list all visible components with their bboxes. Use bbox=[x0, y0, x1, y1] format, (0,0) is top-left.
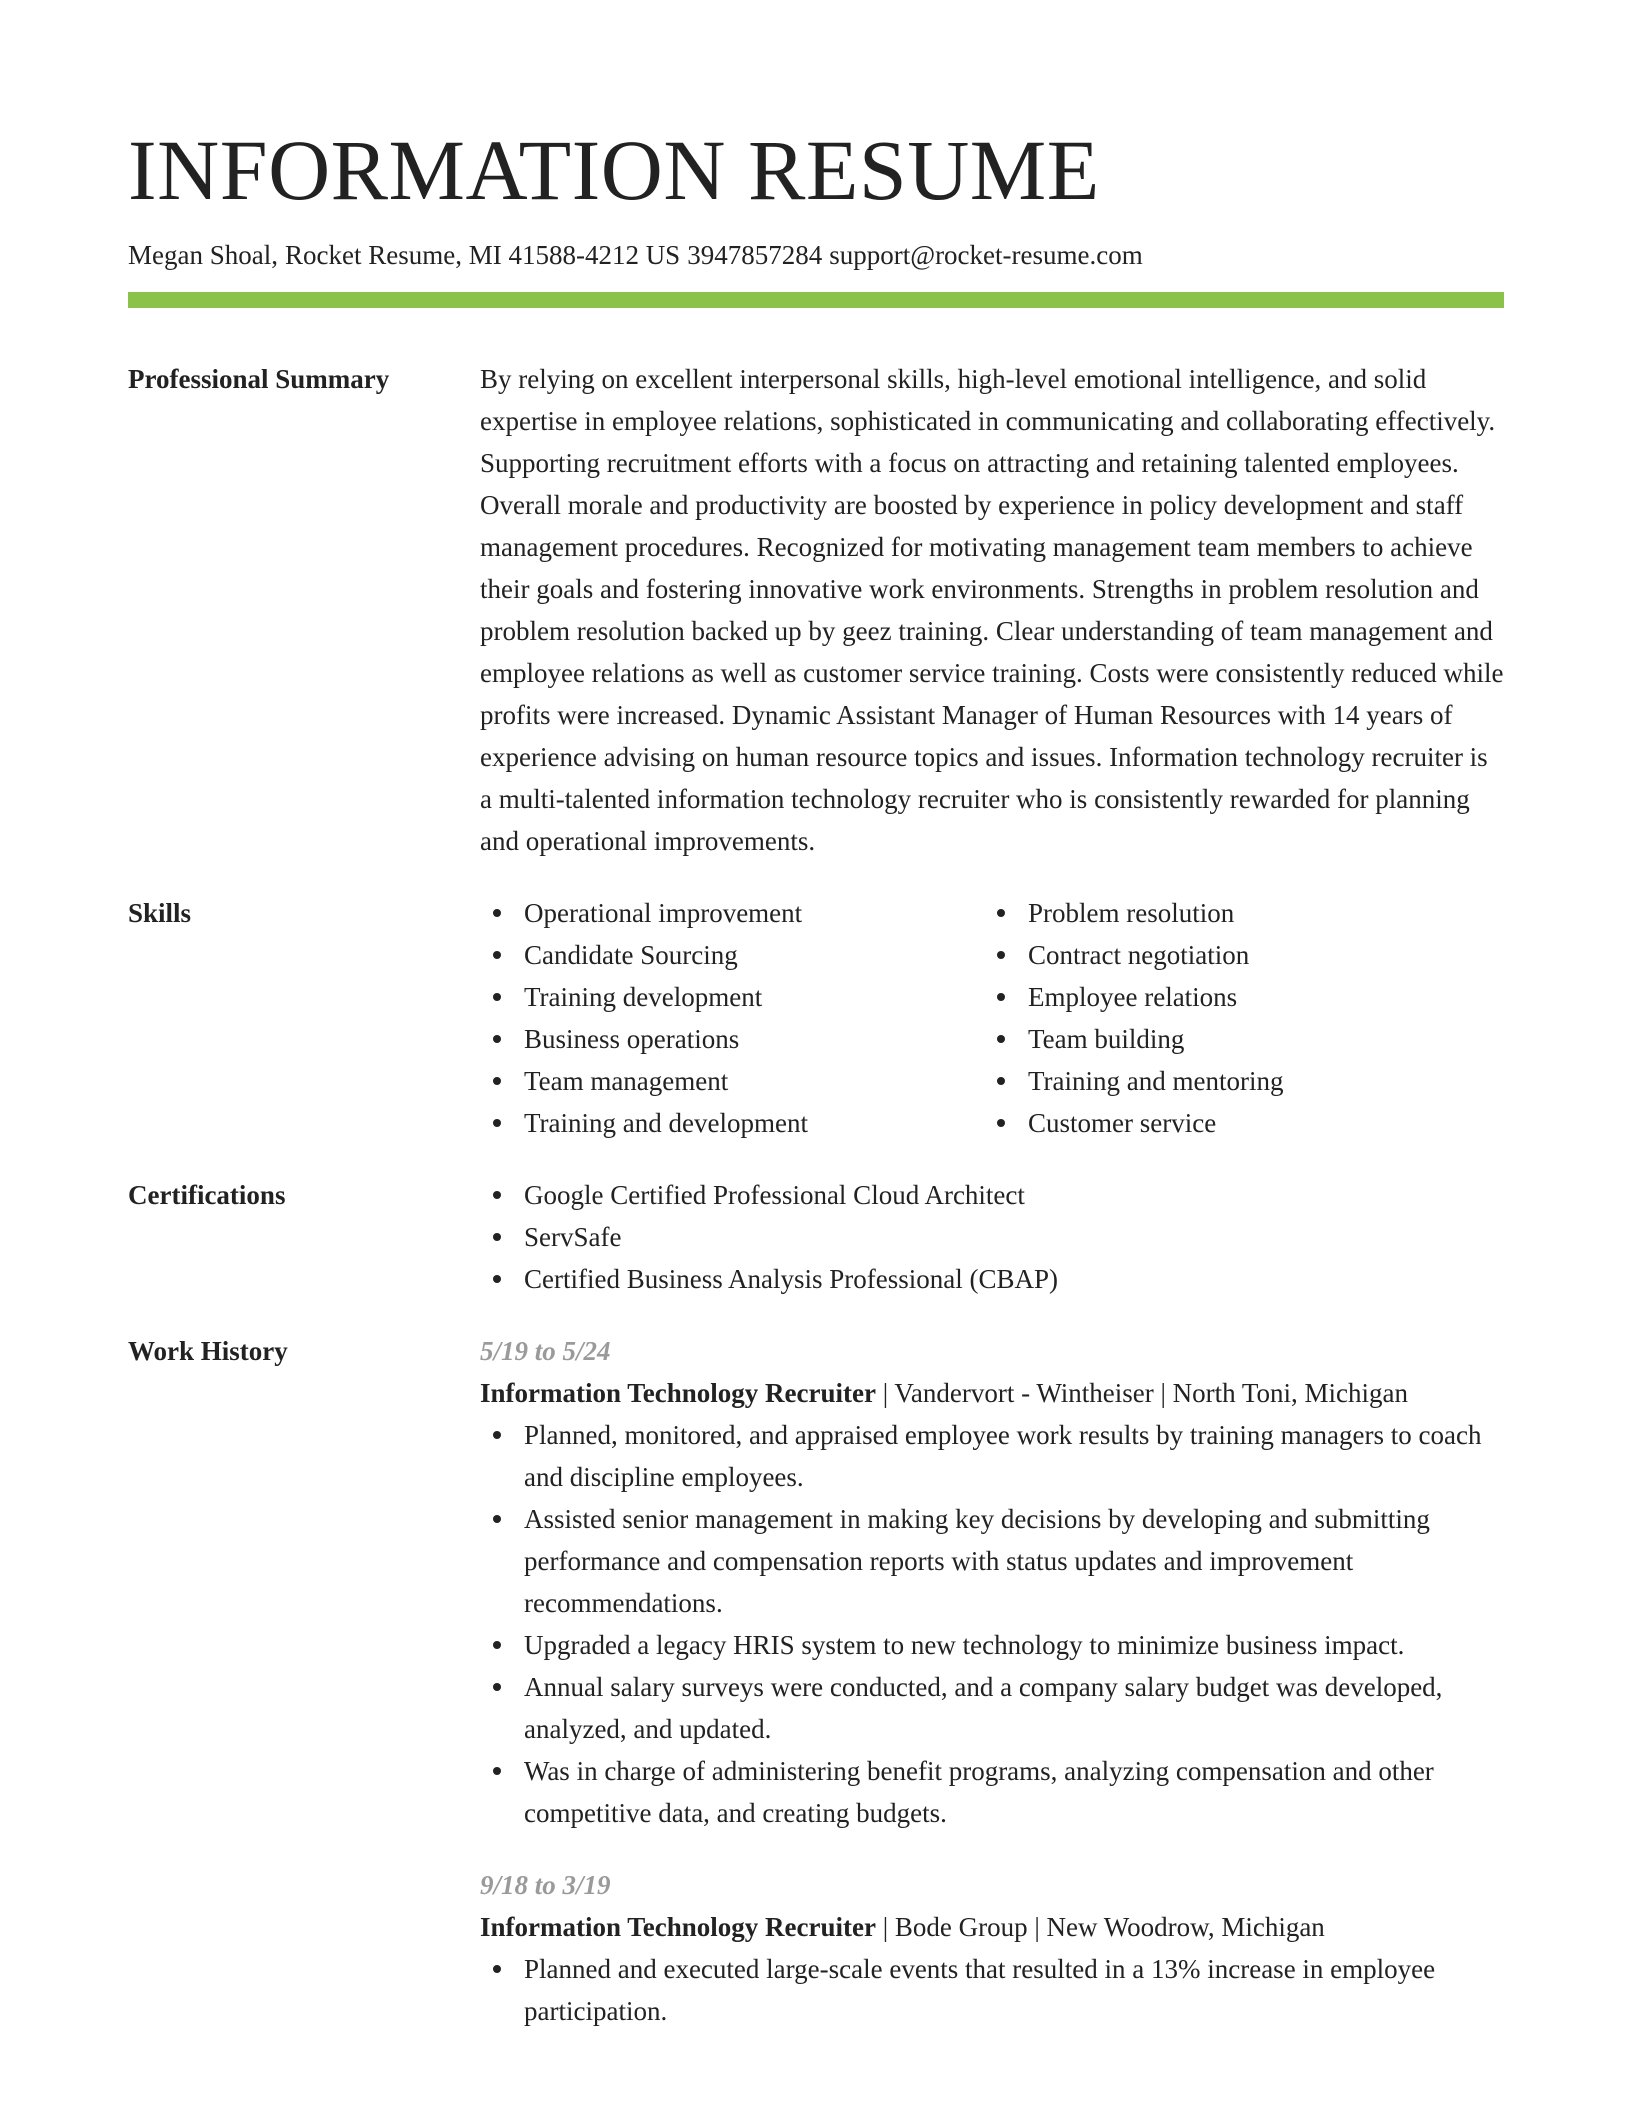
job-heading bbox=[480, 1372, 1504, 1414]
contact-name: Megan Shoal, bbox=[128, 240, 278, 270]
job-bullet: Planned, monitored, and appraised employee work results by training managers to coach and discipline employees. bbox=[480, 1414, 1504, 1498]
job-heading bbox=[480, 1906, 1504, 1948]
summary-text: By relying on excellent interpersonal skills, high-level emotional intelligence, and solid expertise in employee relations, sophisticated in communicating and collaborating effectively. Supporting recruitment efforts with a focus on attracting and retaining talented employees. Overall morale and productivity are boosted by experience in policy development and staff management procedures. Recognized for motivating management team members to achieve their goals and fostering innovative work environments. Strengths in problem resolution and problem resolution backed up by geez training. Clear understanding of team management and employee relations as well as customer service training. Costs were consistently reduced while profits were increased. Dynamic Assistant Manager of Human Resources with 14 years of experience advising on human resource topics and issues. Information technology recruiter is a multi-talented information technology recruiter who is consistently rewarded for planning and operational improvements. bbox=[480, 364, 1504, 856]
skills-label: Skills bbox=[128, 898, 192, 928]
job-bullets bbox=[480, 1948, 1504, 2032]
skill-item: Team management bbox=[480, 1060, 984, 1102]
summary-section bbox=[128, 358, 1504, 862]
skills-grid bbox=[480, 892, 1504, 1144]
job-bullet: Planned and executed large-scale events that resulted in a 13% increase in employee participation. bbox=[480, 1948, 1504, 2032]
job-dates: 9/18 to 3/19 bbox=[480, 1870, 611, 1900]
skill-item: Employee relations bbox=[984, 976, 1488, 1018]
work-history-label: Work History bbox=[128, 1336, 288, 1366]
work-history-body bbox=[480, 1330, 1504, 2032]
skills-list-left bbox=[480, 892, 984, 1144]
skill-item: Training development bbox=[480, 976, 984, 1018]
job-dates: 5/19 to 5/24 bbox=[480, 1336, 611, 1366]
resume-title: INFORMATION RESUME bbox=[128, 122, 1100, 218]
job-entry bbox=[480, 1330, 1504, 1834]
certifications-body bbox=[480, 1174, 1504, 1300]
skill-item: Customer service bbox=[984, 1102, 1488, 1144]
contact-address: Rocket Resume, MI 41588-4212 US bbox=[284, 240, 681, 270]
accent-divider bbox=[128, 292, 1504, 308]
skills-list-right bbox=[984, 892, 1488, 1144]
work-history-section bbox=[128, 1330, 1504, 2032]
skill-item: Training and mentoring bbox=[984, 1060, 1488, 1102]
certification-item: Google Certified Professional Cloud Architect bbox=[480, 1174, 1504, 1216]
skill-item: Business operations bbox=[480, 1018, 984, 1060]
skills-section bbox=[128, 892, 1504, 1144]
certifications-section bbox=[128, 1174, 1504, 1300]
summary-label: Professional Summary bbox=[128, 364, 390, 394]
job-bullets bbox=[480, 1414, 1504, 1834]
job-entry bbox=[480, 1864, 1504, 2032]
resume-page bbox=[128, 0, 1504, 2032]
contact-email: support@rocket-resume.com bbox=[829, 240, 1143, 270]
contact-phone: 3947857284 bbox=[687, 240, 823, 270]
job-title: Information Technology Recruiter bbox=[480, 1912, 876, 1942]
certifications-list bbox=[480, 1174, 1504, 1300]
skill-item: Problem resolution bbox=[984, 892, 1488, 934]
skill-item: Contract negotiation bbox=[984, 934, 1488, 976]
job-bullet: Upgraded a legacy HRIS system to new technology to minimize business impact. bbox=[480, 1624, 1504, 1666]
job-details: | Bode Group | New Woodrow, Michigan bbox=[875, 1912, 1325, 1942]
certifications-label: Certifications bbox=[128, 1180, 286, 1210]
skill-item: Candidate Sourcing bbox=[480, 934, 984, 976]
certification-item: ServSafe bbox=[480, 1216, 1504, 1258]
skill-item: Training and development bbox=[480, 1102, 984, 1144]
job-bullet: Was in charge of administering benefit programs, analyzing compensation and other competitive data, and creating budgets. bbox=[480, 1750, 1504, 1834]
skill-item: Operational improvement bbox=[480, 892, 984, 934]
certification-item: Certified Business Analysis Professional (CBAP) bbox=[480, 1258, 1504, 1300]
skill-item: Team building bbox=[984, 1018, 1488, 1060]
job-bullet: Annual salary surveys were conducted, and a company salary budget was developed, analyzed, and updated. bbox=[480, 1666, 1504, 1750]
job-details: | Vandervort - Wintheiser | North Toni, Michigan bbox=[875, 1378, 1408, 1408]
job-title: Information Technology Recruiter bbox=[480, 1378, 876, 1408]
job-bullet: Assisted senior management in making key decisions by developing and submitting performance and compensation reports with status updates and improvement recommendations. bbox=[480, 1498, 1504, 1624]
contact-line bbox=[128, 238, 1504, 272]
